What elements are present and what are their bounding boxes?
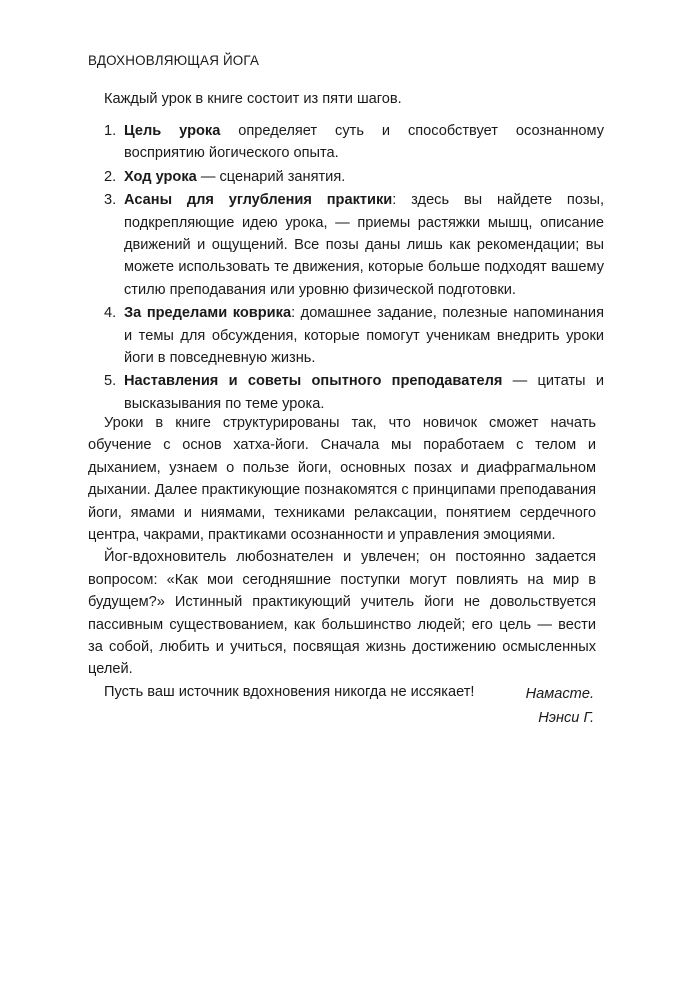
running-head: ВДОХНОВЛЯЮЩАЯ ЙОГА	[88, 53, 260, 68]
list-item-title: Наставления и советы опытного преподавателя	[124, 373, 503, 390]
list-item	[104, 189, 604, 301]
signoff-greeting: Намасте.	[525, 686, 594, 702]
list-item-text: : здесь вы найдете позы, подкрепляющие идею урока, — приемы растяжки мышц, описание движений и ощущений. Все позы даны лишь как рекомендации; вы можете использовать те движения, которые больше подходят вашему стилю преподавания или уровню физической подготовки.	[124, 192, 605, 298]
list-item-number: 5.	[104, 373, 117, 390]
list-item-title: За пределами коврика	[124, 305, 292, 322]
steps-list	[104, 120, 604, 416]
list-item	[104, 370, 604, 415]
signoff	[526, 682, 594, 730]
list-item-text: — цитаты и высказывания по теме урока.	[124, 373, 604, 412]
list-item-number: 2.	[104, 168, 117, 185]
list-item-title: Асаны для углубления практики	[124, 192, 393, 209]
list-item	[104, 120, 604, 165]
paragraph: Пусть ваш источник вдохновения никогда не иссякает!	[104, 683, 475, 700]
paragraph: Уроки в книге структурированы так, что новичок сможет начать обучение с основ хатха-йоги. Сначала мы поработаем с телом и дыханием, узнаем о пользе йоги, основных позах и диафрагмальном дыхании. Далее практикующие познакомятся с принципами преподавания йоги, ямами и ниямами, техниками релаксации, понятием сердечного центра, чакрами, практиками осознанности и управления эмоциями.	[88, 415, 596, 544]
list-item	[104, 166, 604, 188]
body-text	[88, 412, 596, 703]
list-item-text: : домашнее задание, полезные напоминания и темы для обсуждения, которые помогут ученикам внедрить уроки йоги в повседневную жизнь.	[124, 305, 604, 367]
list-item-text: определяет суть и способствует осознанному восприятию йогического опыта.	[124, 123, 604, 162]
list-item-text: — сценарий занятия.	[196, 168, 346, 185]
list-item-title: Цель урока	[124, 123, 221, 139]
paragraph: Йог-вдохновитель любознателен и увлечен; он постоянно задается вопросом: «Как мои сегодняшние поступки могут повлиять на мир в будущем?» Истинный практикующий учитель йоги не довольствуется пассивным существованием, как большинство людей; его цель — вести за собой, любить и учиться, посвящая жизнь достижению осмысленных целей.	[88, 549, 596, 678]
list-item-number: 4.	[104, 305, 117, 322]
signoff-author: Нэнси Г.	[538, 710, 594, 726]
list-item-number: 3.	[104, 192, 117, 209]
list-item	[104, 302, 604, 369]
intro-text: Каждый урок в книге состоит из пяти шагов.	[104, 91, 402, 107]
list-item-title: Ход урока	[124, 168, 197, 185]
list-item-number: 1.	[104, 123, 117, 139]
